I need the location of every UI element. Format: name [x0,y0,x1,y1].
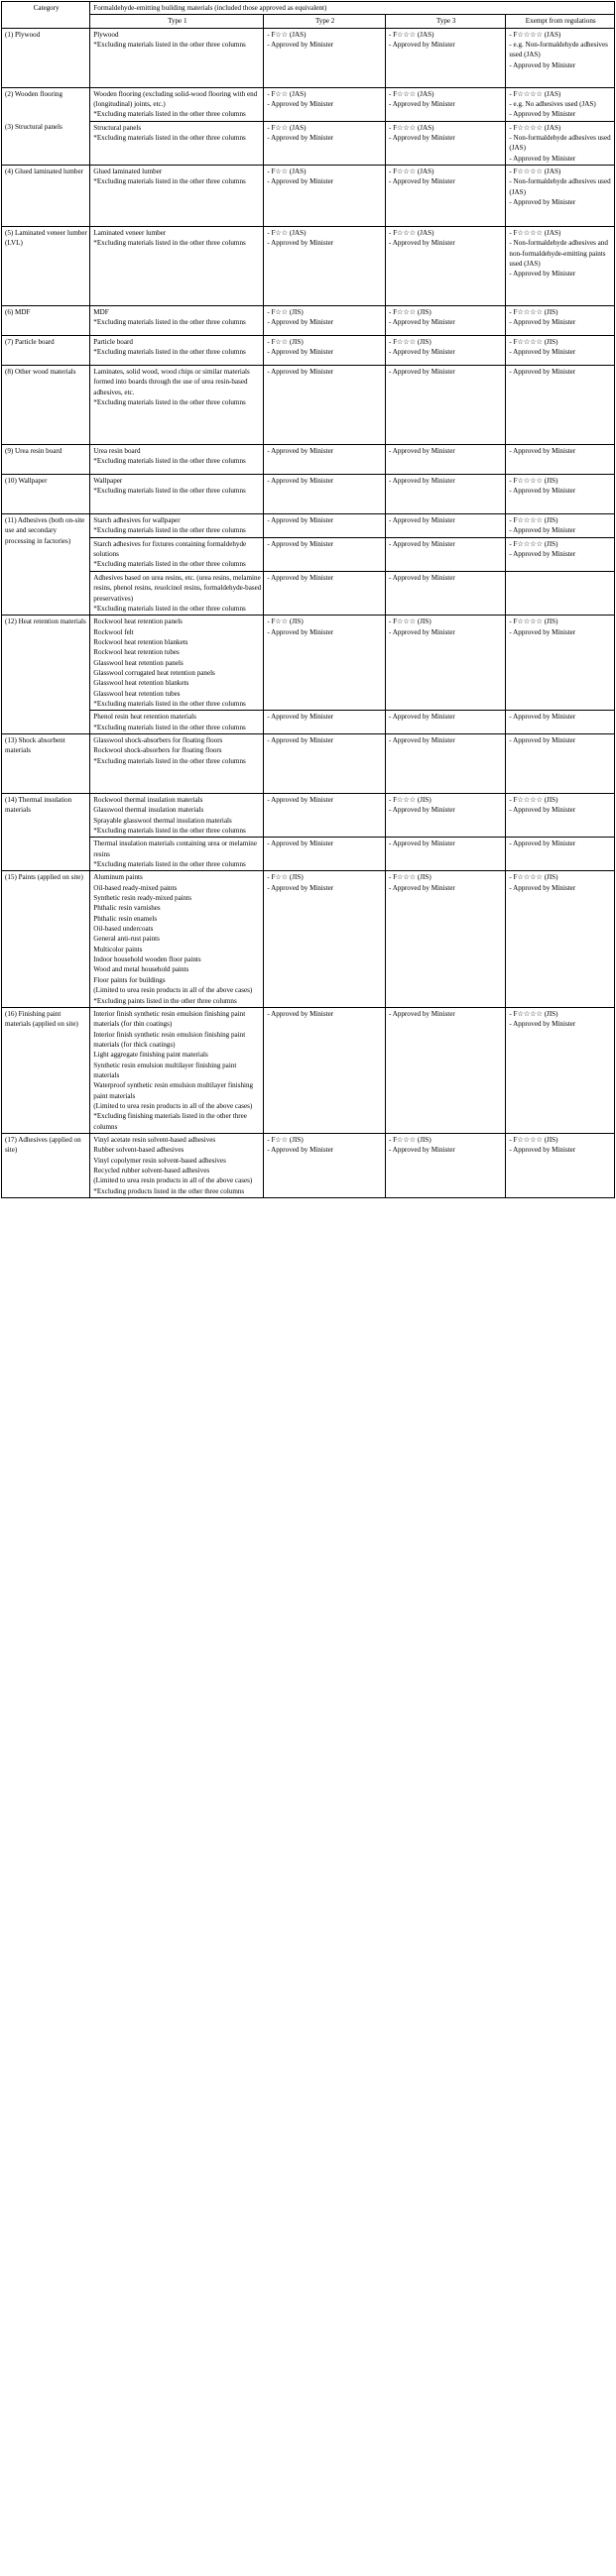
cell-exempt: - F☆☆☆☆ (JIS) - Approved by Minister [506,537,615,571]
cell-type3: - F☆☆☆ (JIS) - Approved by Minister [385,306,505,336]
cell-type1: Thermal insulation materials containing urea or melamine resins *Excluding materials listed in the other three columns [90,838,264,871]
cell-type1: Plywood *Excluding materials listed in the other three columns [90,28,264,87]
table-row [2,871,615,1007]
header-row-group [2,2,615,15]
table-row [2,571,615,615]
cell-type2: - Approved by Minister [264,475,386,514]
cell-type2: - F☆☆ (JIS) - Approved by Minister [264,616,386,711]
cell-type1: MDF *Excluding materials listed in the other three columns [90,306,264,336]
table-header [2,2,615,29]
cell-type2: - F☆☆ (JAS) - Approved by Minister [264,227,386,306]
cell-exempt: - F☆☆☆☆ (JAS) - Non-formaldehyde adhesives used (JAS) - Approved by Minister [506,166,615,227]
cell-type3: - Approved by Minister [385,537,505,571]
formaldehyde-materials-table [1,1,615,1198]
cell-type1: Wooden flooring (excluding solid-wood flooring with end (longitudinal) joints, etc.) *Excluding materials listed in the other three columns [90,87,264,121]
header-row-columns [2,15,615,28]
document-page [0,1,616,2576]
table-row [2,616,615,711]
table-row [2,838,615,871]
cell-type3: - F☆☆☆ (JIS) - Approved by Minister [385,336,505,366]
cell-type3: - F☆☆☆ (JAS) - Approved by Minister [385,28,505,87]
cell-type3: - Approved by Minister [385,1007,505,1133]
cell-type1: Structural panels *Excluding materials listed in the other three columns [90,121,264,165]
cell-type3: - F☆☆☆ (JIS) - Approved by Minister [385,871,505,1007]
row-category-r16: (16) Finishing paint materials (applied on site) [2,1007,90,1133]
header-type-3: Type 3 [385,15,505,28]
row-category-r1: (1) Plywood [2,28,90,87]
row-category-r2: (2) Wooden flooring [2,87,90,121]
cell-exempt: - F☆☆☆☆ (JIS) - Approved by Minister [506,871,615,1007]
cell-type1: Rockwool thermal insulation materials Glasswool thermal insulation materials Sprayable glasswool thermal insulation materials *Excluding materials listed in the other three columns [90,793,264,837]
table-row [2,1133,615,1197]
cell-exempt: - Approved by Minister [506,711,615,734]
row-category-r5: (5) Laminated veneer lumber (LVL) [2,227,90,306]
table-row [2,793,615,837]
cell-type2: - Approved by Minister [264,445,386,475]
cell-type3: - Approved by Minister [385,733,505,793]
table-row [2,537,615,571]
table-row [2,227,615,306]
cell-type2: - F☆☆ (JAS) - Approved by Minister [264,121,386,165]
cell-type3: - F☆☆☆ (JAS) - Approved by Minister [385,166,505,227]
cell-type1: Starch adhesives for fixtures containing formaldehyde solutions *Excluding materials listed in the other three columns [90,537,264,571]
cell-type2: - Approved by Minister [264,838,386,871]
table-row [2,336,615,366]
table-row [2,514,615,538]
row-category-r6: (6) MDF [2,306,90,336]
header-exempt: Exempt from regulations [506,15,615,28]
cell-type2: - F☆☆ (JAS) - Approved by Minister [264,166,386,227]
header-type-2: Type 2 [264,15,386,28]
row-category-r10: (10) Wallpaper [2,475,90,514]
cell-type3: - F☆☆☆ (JIS) - Approved by Minister [385,1133,505,1197]
cell-type2: - Approved by Minister [264,571,386,615]
cell-type1: Particle board *Excluding materials listed in the other three columns [90,336,264,366]
cell-type3: - Approved by Minister [385,571,505,615]
cell-type1: Laminates, solid wood, wood chips or similar materials formed into boards through the use of urea resin-based adhesives, etc. *Excluding materials listed in the other three columns [90,366,264,445]
cell-type1: Vinyl acetate resin solvent-based adhesives Rubber solvent-based adhesives Vinyl copolymer resin solvent-based adhesives Recycled rubber solvent-based adhesives (Limited to urea resin products in all of the above cases) *Excluding products listed in the other three columns [90,1133,264,1197]
cell-type1: Aluminum paints Oil-based ready-mixed paints Synthetic resin ready-mixed paints Phthalic resin varnishes Phthalic resin enamels Oil-based undercoats General anti-rust paints Multicolor paints Indoor household wooden floor paints Wood and metal household paints Floor paints for buildings (Limited to urea resin products in all of the above cases) *Excluding paints listed in the other three columns [90,871,264,1007]
cell-exempt: - F☆☆☆☆ (JIS) - Approved by Minister [506,475,615,514]
cell-exempt: - F☆☆☆☆ (JAS) - Non-formaldehyde adhesives and non-formaldehyde-emitting paints used (JAS) - Approved by Minister [506,227,615,306]
cell-exempt: - F☆☆☆☆ (JAS) - e.g. Non-formaldehyde adhesives used (JAS) - Approved by Minister [506,28,615,87]
cell-type3: - F☆☆☆ (JAS) - Approved by Minister [385,121,505,165]
table-row [2,366,615,445]
row-category-r4: (4) Glued laminated lumber [2,166,90,227]
table-body [2,28,615,1197]
cell-type2: - Approved by Minister [264,514,386,538]
cell-exempt: - F☆☆☆☆ (JIS) - Approved by Minister [506,1133,615,1197]
cell-type2: - Approved by Minister [264,793,386,837]
table-row [2,475,615,514]
cell-exempt: - F☆☆☆☆ (JAS) - e.g. No adhesives used (JAS) - Approved by Minister [506,87,615,121]
cell-type2: - Approved by Minister [264,366,386,445]
cell-type2: - F☆☆ (JIS) - Approved by Minister [264,1133,386,1197]
cell-type3: - F☆☆☆ (JAS) - Approved by Minister [385,227,505,306]
cell-type2: - F☆☆ (JAS) - Approved by Minister [264,28,386,87]
cell-type1: Urea resin board *Excluding materials listed in the other three columns [90,445,264,475]
cell-exempt: - F☆☆☆☆ (JIS) - Approved by Minister [506,1007,615,1133]
row-category-r11: (11) Adhesives (both on-site use and secondary processing in factories) [2,514,90,616]
cell-exempt: - F☆☆☆☆ (JIS) - Approved by Minister [506,336,615,366]
table-row [2,166,615,227]
cell-type2: - Approved by Minister [264,537,386,571]
cell-type3: - Approved by Minister [385,475,505,514]
cell-exempt: - Approved by Minister [506,445,615,475]
cell-type1: Wallpaper *Excluding materials listed in the other three columns [90,475,264,514]
cell-exempt: - F☆☆☆☆ (JIS) - Approved by Minister [506,793,615,837]
cell-type3: - F☆☆☆ (JIS) - Approved by Minister [385,616,505,711]
cell-exempt: - F☆☆☆☆ (JAS) - Non-formaldehyde adhesives used (JAS) - Approved by Minister [506,121,615,165]
table-row [2,733,615,793]
table-row [2,1007,615,1133]
cell-type3: - F☆☆☆ (JIS) - Approved by Minister [385,793,505,837]
cell-type1: Interior finish synthetic resin emulsion finishing paint materials (for thin coatings) Interior finish synthetic resin emulsion finishing paint materials (for thick coatings) Light aggregate finishing paint materials Synthetic resin emulsion multilayer finishing paint materials Waterproof synthetic resin emulsion multilayer finishing paint materials (Limited to urea resin products in all of the above cases) *Excluding finishing materials listed in the other three columns [90,1007,264,1133]
cell-type2: - F☆☆ (JIS) - Approved by Minister [264,306,386,336]
cell-exempt [506,571,615,615]
cell-type3: - Approved by Minister [385,445,505,475]
header-category: Category [2,2,90,29]
cell-type3: - Approved by Minister [385,514,505,538]
row-category-r3: (3) Structural panels [2,121,90,165]
cell-type3: - Approved by Minister [385,366,505,445]
cell-type2: - Approved by Minister [264,1007,386,1133]
table-row [2,121,615,165]
cell-type3: - Approved by Minister [385,711,505,734]
cell-type2: - Approved by Minister [264,711,386,734]
cell-exempt: - Approved by Minister [506,366,615,445]
cell-type1: Glasswool shock-absorbers for floating floors Rockwool shock-absorbers for floating floors *Excluding materials listed in the other three columns [90,733,264,793]
cell-type1: Adhesives based on urea resins, etc. (urea resins, melamine resins, phenol resins, resolcinol resins, formaldehyde-based preservatives) *Excluding materials listed in the other three columns [90,571,264,615]
cell-exempt: - F☆☆☆☆ (JIS) - Approved by Minister [506,514,615,538]
header-type-1: Type 1 [90,15,264,28]
row-category-r9: (9) Urea resin board [2,445,90,475]
cell-exempt: - Approved by Minister [506,733,615,793]
row-category-r13: (13) Shock absorbent materials [2,733,90,793]
cell-type3: - Approved by Minister [385,838,505,871]
row-category-r17: (17) Adhesives (applied on site) [2,1133,90,1197]
cell-type2: - F☆☆ (JAS) - Approved by Minister [264,87,386,121]
cell-exempt: - F☆☆☆☆ (JIS) - Approved by Minister [506,306,615,336]
row-category-r8: (8) Other wood materials [2,366,90,445]
table-row [2,87,615,121]
row-category-r7: (7) Particle board [2,336,90,366]
cell-type1: Phenol resin heat retention materials *Excluding materials listed in the other three columns [90,711,264,734]
cell-type1: Glued laminated lumber *Excluding materials listed in the other three columns [90,166,264,227]
table-row [2,306,615,336]
header-group-title: Formaldehyde-emitting building materials (included those approved as equivalent) [90,2,615,15]
cell-exempt: - Approved by Minister [506,838,615,871]
row-category-r12: (12) Heat retention materials [2,616,90,734]
cell-type1: Rockwool heat retention panels Rockwool felt Rockwool heat retention blankets Rockwool heat retention tubes Glasswool heat retention panels Glasswool corrugated heat retention panels Glasswool heat retention blankets Glasswool heat retention tubes *Excluding materials listed in the other three columns [90,616,264,711]
cell-type3: - F☆☆☆ (JAS) - Approved by Minister [385,87,505,121]
cell-type1: Laminated veneer lumber *Excluding materials listed in the other three columns [90,227,264,306]
cell-type2: - F☆☆ (JIS) - Approved by Minister [264,871,386,1007]
row-category-r15: (15) Paints (applied on site) [2,871,90,1007]
cell-type2: - F☆☆ (JIS) - Approved by Minister [264,336,386,366]
cell-type2: - Approved by Minister [264,733,386,793]
table-row [2,711,615,734]
cell-type1: Starch adhesives for wallpaper *Excluding materials listed in the other three columns [90,514,264,538]
table-row [2,28,615,87]
table-row [2,445,615,475]
cell-exempt: - F☆☆☆☆ (JIS) - Approved by Minister [506,616,615,711]
row-category-r14: (14) Thermal insulation materials [2,793,90,870]
